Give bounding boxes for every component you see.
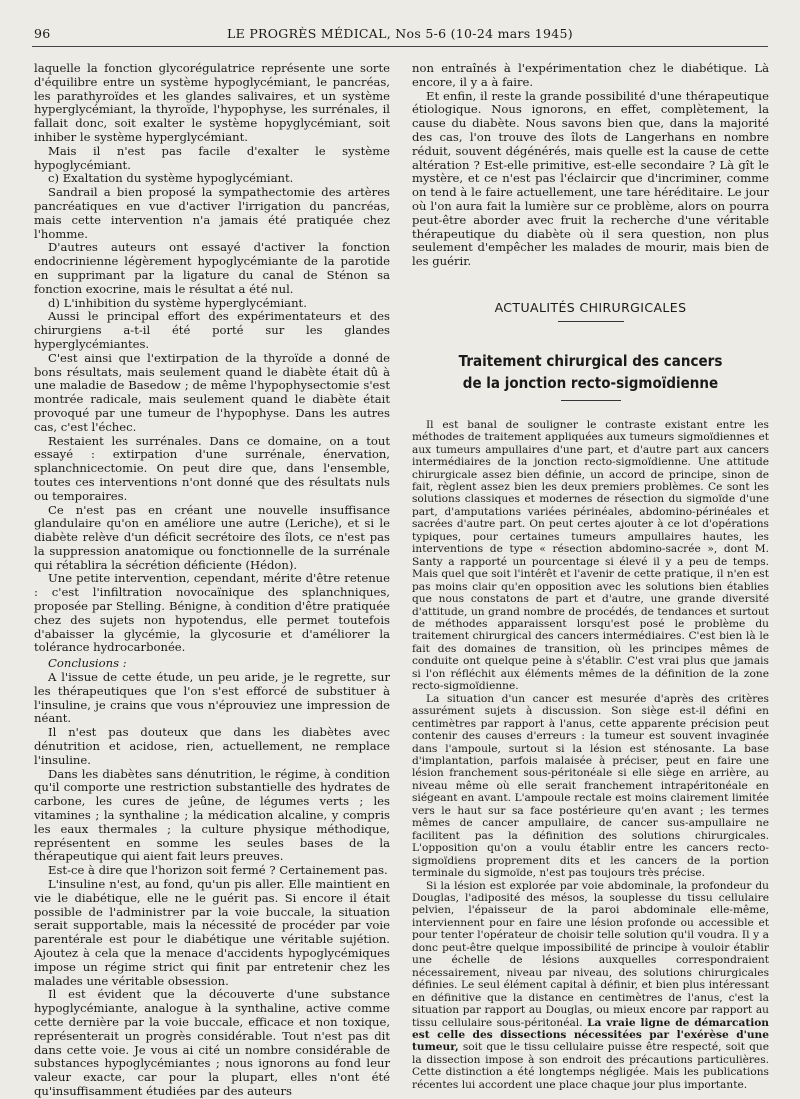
page-header	[34, 26, 766, 46]
article-title	[430, 350, 751, 394]
right-column	[412, 62, 769, 1091]
paragraph: Est-ce à dire que l'horizon soit fermé ? Certainement pas.	[48, 863, 388, 878]
paragraph: Aussi le principal effort des expérimentateurs et des chirurgiens a-t-il été porté sur les glandes hyperglycémiantes.	[34, 309, 390, 351]
header-rule	[32, 46, 768, 47]
article-title-line: Traitement chirurgical des cancers	[458, 351, 723, 370]
paragraph-text: soit que le tissu cellulaire puisse être respecté, soit que la dissection impose à son endroit des précautions particulières. Cette distinction a été longtemps négligée. Mais les publications récentes lui accordent une place chaque jour plus importante.	[412, 1041, 769, 1091]
conclusions-heading: Conclusions :	[48, 656, 127, 671]
divider	[558, 321, 624, 322]
paragraph: Une petite intervention, cependant, mérite d'être retenue : c'est l'infiltration novocaïnique des splanchniques, proposée par Stelling. Bénigne, à condition d'être pratiquée chez des sujets non hypotendus, elle permet toutefois d'abaisser la glycémie, la glycosurie et d'améliorer la tolérance hydrocarbonée.	[34, 571, 390, 655]
paragraph: La situation d'un cancer est mesurée d'après des critères assurément sujets à discussion. Son siège est-il défini en centimètres par rapport à l'anus, cette apparente précision peut contenir des causes d'erreurs : la tumeur est souvent invaginée dans l'ampoule, surtout si la lésion est sténosante. La base d'implantation, parfois malaisée à préciser, peut en faire une lésion franchement sous-péritonéale si elle siège en arrière, au niveau même où elle serait franchement intrapéritonéale en siégeant en avant. L'ampoule rectale est moins clairement limitée vers le haut sur sa face postérieure qu'en avant ; les termes mêmes de cancer ampullaire, de cancer sus-ampullaire ne facilitent pas la définition des solutions chirurgicales. L'opposition qu'on a voulu établir entre les cancers recto-sigmoïdiens proprement dits et les cancers de la portion terminale du sigmoïde, n'est pas toujours très précise.	[412, 692, 769, 880]
subheading: d) L'inhibition du système hyperglycémiant.	[48, 295, 307, 310]
paragraph	[412, 880, 769, 1092]
paragraph-text: Si la lésion est explorée par voie abdominale, la profondeur du Douglas, l'adiposité des mésos, la souplesse du tissu cellulaire pelvien, l'épaisseur de la paroi abdominale elle-même, interviennent pour en faire une lésion profonde ou accessible et pour tenter l'opérateur de choisir telle solution qu'il voudra. Il y a donc peut-être quelque impossibilité de principe à vouloir établir une échelle de lésions auxquelles correspondraient nécessairement, niveau par niveau, des solutions chirurgicales définies. Le seul élément capital à définir, et bien plus intéressant en définitive que la distance en centimètres de l'anus, c'est la situation par rapport au Douglas, ou mieux encore par rapport au tissu cellulaire sous-péritonéal.	[412, 879, 769, 1029]
paragraph: Mais il n'est pas facile d'exalter le système hypoglycémiant.	[34, 143, 390, 172]
article-title-line: de la jonction recto-sigmoïdienne	[462, 373, 719, 392]
paragraph: Et enfin, il reste la grande possibilité d'une thérapeutique étiologique. Nous ignorons, en effet, complètement, la cause du diabète. Nous savons bien que, dans la majorité des cas, l'on trouve des îlots de Langerhans en nombre réduit, souvent dégénérés, mais quelle est la cause de cette altération ? Est-elle primitive, est-elle secondaire ? Là gît le mystère, et ce n'est pas l'éclaircir que d'incriminer, comme on tend à le faire actuellement, une tare héréditaire. Le jour où l'on aura fait la lumière sur ce problème, alors on pourra peut-être aborder avec fruit la recherche d'une véritable thérapeutique du diabète où il sera question, non plus seulement d'empêcher les malades de mourir, mais bien de les guérir.	[412, 88, 769, 269]
paragraph: D'autres auteurs ont essayé d'activer la fonction endocrinienne légèrement hypoglycémiante de la parotide en supprimant par la ligature du canal de Sténon sa fonction exocrine, mais le résultat a été nul.	[34, 240, 390, 296]
paragraph: Il n'est pas douteux que dans les diabètes avec dénutrition et acidose, rien, actuellement, ne remplace l'insuline.	[34, 725, 390, 767]
paragraph: C'est ainsi que l'extirpation de la thyroïde a donné de bons résultats, mais seulement quand le diabète était dû à une maladie de Basedow ; de même l'hypophysectomie s'est montrée radicale, mais seulement quand le diabète était provoqué par une tumeur de l'hypophyse. Dans les autres cas, c'est l'échec.	[34, 350, 390, 434]
subheading: c) Exaltation du système hypoglycémiant.	[48, 171, 294, 186]
paragraph: Il est évident que la découverte d'une substance hypoglycémiante, analogue à la synthaline, active comme cette dernière par la voie buccale, efficace et non toxique, représenterait un progrès considérable. Tout n'est pas dit dans cette voie. Je vous ai cité un nombre considérable de substances hypoglycémiantes ; nous ignorons au fond leur valeur exacte, car pour la plupart, elles n'ont été qu'insuffisamment étudiées par des auteurs	[34, 987, 390, 1098]
bold-sentence: La vraie ligne de démarcation est celle des dissections nécessitées par l'exérèse d'une tumeur,	[412, 1016, 770, 1054]
paragraph: A l'issue de cette étude, un peu aride, je le regrette, sur les thérapeutiques que l'on s'est efforcé de substituer à l'insuline, je crains que vous n'éprouviez une impression de néant.	[34, 670, 390, 726]
paragraph: Sandrail a bien proposé la sympathectomie des artères pancréatiques en vue d'activer l'irrigation du pancréas, mais cette intervention n'a jamais été pratiquée chez l'homme.	[34, 185, 390, 241]
paragraph: Ce n'est pas en créant une nouvelle insuffisance glandulaire qu'on en améliore une autre (Leriche), et si le diabète relève d'un déficit secrétoire des îlots, ce n'est pas la suppression anatomique ou fonctionnelle de la surrénale qui rétablira la sécrétion déficiente (Hédon).	[34, 502, 390, 572]
section-heading: ACTUALITÉS CHIRURGICALES	[494, 299, 687, 315]
divider	[561, 400, 621, 401]
left-column	[34, 62, 390, 1099]
paragraph: Dans les diabètes sans dénutrition, le régime, à condition qu'il comporte une restriction substantielle des hydrates de carbone, les cures de jeûne, de légumes verts ; les vitamines ; la synthaline ; la médication alcaline, y compris les eaux thermales ; la culture physique méthodique, représentent en somme les seules bases de la thérapeutique qui aient fait leurs preuves.	[34, 766, 390, 864]
paragraph: L'insuline n'est, au fond, qu'un pis aller. Elle maintient en vie le diabétique, elle ne le guérit pas. Si encore il était possible de l'administrer par la voie buccale, la situation serait supportable, mais la nécessité de procéder par voie parentérale est pour le diabétique une véritable sujétion. Ajoutez à cela que la menace d'accidents hypoglycémiques impose un régime strict qui finit par entretenir chez les malades une véritable obsession.	[34, 877, 390, 988]
page-number: 96	[34, 26, 51, 41]
paragraph: non entraînés à l'expérimentation chez le diabétique. Là encore, il y a à faire.	[412, 61, 769, 89]
paragraph: Il est banal de souligner le contraste existant entre les méthodes de traitement appliquées aux tumeurs sigmoïdiennes et aux tumeurs ampullaires d'une part, et d'autre part aux cancers intermédiaires de la jonction recto-sigmoïdienne. Une attitude chirurgicale assez bien définie, un accord de principe, sinon de fait, règlent assez bien les deux premiers problèmes. Ce sont les solutions classiques et modernes de résection du sigmoïde d'une part, d'amputations variées périnéales, abdomino-périnéales et sacrées d'autre part. On peut certes ajouter à ce lot d'opérations typiques, pour certaines tumeurs ampullaires hautes, les interventions de type « résection abdomino-sacrée », dont M. Santy a rapporté un pourcentage si élevé il y a peu de temps. Mais quel que soit l'intérêt et l'avenir de cette pratique, il n'en est pas moins clair qu'en opposition avec les solutions bien établies que nous constatons de part et d'autre, une grande diversité d'attitude, un grand nombre de procédés, de tendances et surtout de méthodes apparaissent lorsqu'est posé le problème du traitement chirurgical des cancers intermédiaires. C'est bien là le fait des domaines de transition, où les principes mêmes de conduite ont quelque peine à s'établir. C'est vrai plus que jamais si l'on réfléchit aux éléments mêmes de la définition de la zone recto-sigmoïdienne.	[412, 418, 769, 693]
journal-title: LE PROGRÈS MÉDICAL, Nos 5-6 (10-24 mars 1945)	[227, 26, 573, 41]
article-body	[412, 419, 769, 1091]
paragraph: Restaient les surrénales. Dans ce domaine, on a tout essayé : extirpation d'une surrénale, énervation, splanchnicectomie. On peut dire que, dans l'ensemble, toutes ces interventions n'ont donné que des résultats nuls ou temporaires.	[34, 433, 390, 503]
paragraph: laquelle la fonction glycorégulatrice représente une sorte d'équilibre entre un système hypoglycémiant, le pancréas, les parathyroïdes et les glandes salivaires, et un système hyperglycémiant, la thyroïde, l'hypophyse, les surrénales, il fallait donc, soit exalter le système hopyglycémiant, soit inhiber le système hyperglycémiant.	[34, 61, 390, 144]
